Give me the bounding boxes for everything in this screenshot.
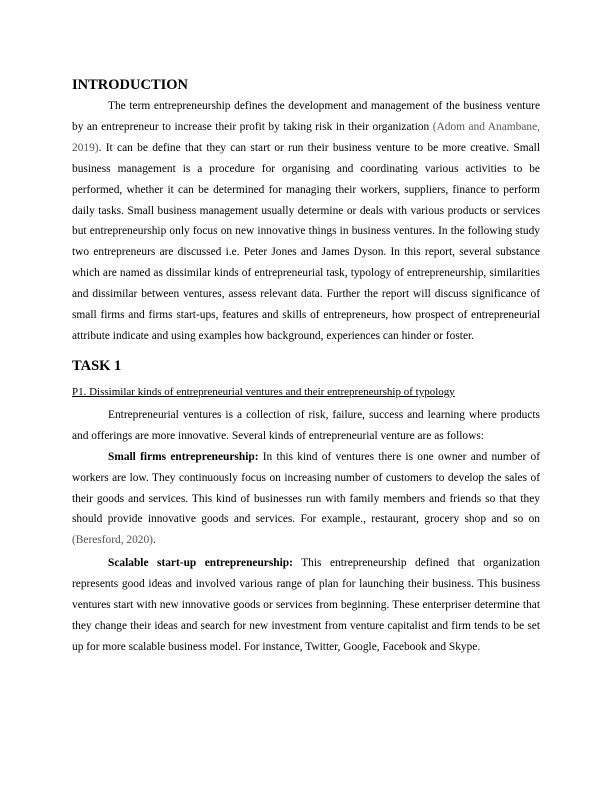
small-firms-citation: (Beresford, 2020)	[72, 534, 153, 547]
intro-text-b: . It can be define that they can start or run their business venture to be more creative. Small business management is a procedure for organising and coordinating various activities to be performed, whether it can be determined for managing their workers, suppliers, finance to perform daily tasks. Small business management usually determine or deals with various products or services but entrepreneurship only focus on new innovative things in business ventures. In the following study two entrepreneurs are discussed i.e. Peter Jones and James Dyson. In this report, several substance which are named as dissimilar kinds of entrepreneurial task, typology of entrepreneurship, similarities and dissimilar between ventures, assess relevant data. Further the report will discuss significance of small firms and firms start-ups, features and skills of entrepreneurs, how prospect of entrepreneurial attribute indicate and using examples how background, experiences can hinder or foster.	[72, 141, 540, 342]
scalable-startup-text: This entrepreneurship defined that organization represents good ideas and involved various range of plan for launching their business. This business ventures start with new innovative goods or services from beginning. These enterpriser determine that they change their ideas and search for new investment from venture capitalist and firm tends to be set up for more scalable business model. For instance, Twitter, Google, Facebook and Skype.	[72, 557, 540, 653]
document-page	[72, 74, 540, 658]
introduction-paragraph	[72, 96, 540, 347]
small-firms-end: .	[152, 534, 156, 547]
small-firms-paragraph	[72, 447, 540, 552]
small-firms-text: In this kind of ventures there is one owner and number of workers are low. They continuously focus on increasing number of customers to develop the sales of their goods and services. This kind of businesses run with family members and friends so that they should provide innovative goods and services. For example., restaurant, grocery shop and so on	[72, 450, 540, 526]
intro-text-a: The term entrepreneurship defines the development and management of the business venture by an entrepreneur to increase their profit by taking risk in their organization	[72, 100, 540, 133]
task1-heading: TASK 1	[72, 357, 122, 374]
intro-citation: (Adom and Anambane, 2019)	[72, 120, 540, 154]
small-firms-term: Small firms entrepreneurship:	[108, 450, 259, 463]
scalable-startup-paragraph	[72, 553, 540, 658]
introduction-heading: INTRODUCTION	[72, 77, 189, 93]
task1-subheading: P1. Dissimilar kinds of entrepreneurial ventures and their entrepreneurship of typology	[72, 385, 455, 398]
scalable-startup-term: Scalable start-up entrepreneurship:	[108, 557, 293, 570]
task1-paragraph-1: Entrepreneurial ventures is a collection of risk, failure, success and learning where products and offerings are more innovative. Several kinds of entrepreneurial venture are as follows:	[72, 408, 540, 442]
